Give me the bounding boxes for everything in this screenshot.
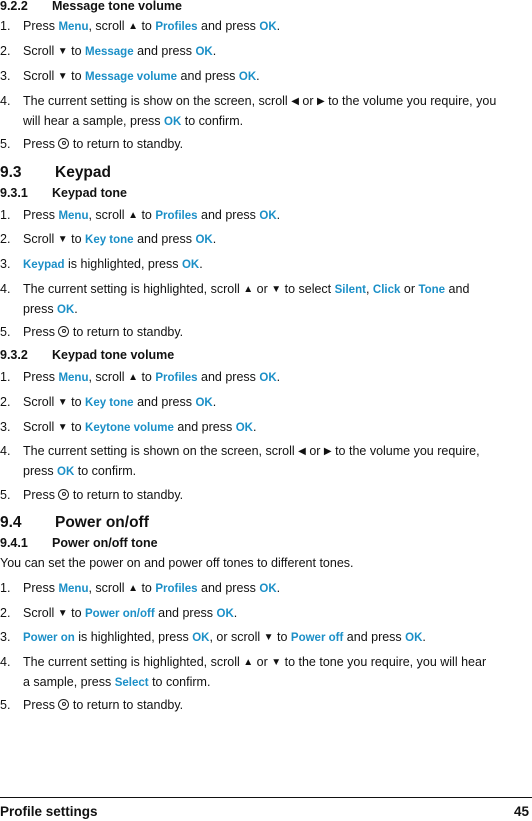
page-number: 45 <box>513 804 529 819</box>
down-arrow-icon: ▼ <box>263 632 274 643</box>
section-heading-9-3-2: 9.3.2 Keypad tone volume <box>0 348 175 362</box>
footer-title: Profile settings <box>0 804 98 819</box>
down-arrow-icon: ▼ <box>57 234 68 245</box>
section-heading-9-3-1: 9.3.1 Keypad tone <box>0 186 128 200</box>
right-arrow-icon: ▶ <box>323 446 332 457</box>
down-arrow-icon: ▼ <box>57 422 68 433</box>
right-arrow-icon: ▶ <box>316 96 325 107</box>
down-arrow-icon: ▼ <box>57 397 68 408</box>
section-heading-9-4: 9.4 Power on/off <box>0 514 149 531</box>
intro-paragraph: You can set the power on and power off tones to different tones. <box>0 556 354 570</box>
left-arrow-icon: ◀ <box>298 446 306 457</box>
end-key-icon <box>58 138 69 149</box>
up-arrow-icon: ▲ <box>243 284 254 295</box>
up-arrow-icon: ▲ <box>243 657 254 668</box>
down-arrow-icon: ▼ <box>271 284 282 295</box>
down-arrow-icon: ▼ <box>57 608 68 619</box>
down-arrow-icon: ▼ <box>271 657 282 668</box>
end-key-icon <box>58 699 69 710</box>
up-arrow-icon: ▲ <box>128 372 138 383</box>
section-heading-9-4-1: 9.4.1 Power on/off tone <box>0 536 158 550</box>
end-key-icon <box>58 489 69 500</box>
left-arrow-icon: ◀ <box>291 96 299 107</box>
footer-divider <box>0 797 532 798</box>
up-arrow-icon: ▲ <box>128 21 138 32</box>
up-arrow-icon: ▲ <box>128 583 138 594</box>
section-heading-9-2-2: 9.2.2 Message tone volume <box>0 0 182 13</box>
section-heading-9-3: 9.3 Keypad <box>0 164 111 181</box>
up-arrow-icon: ▲ <box>128 210 138 221</box>
down-arrow-icon: ▼ <box>57 46 68 57</box>
down-arrow-icon: ▼ <box>57 71 68 82</box>
manual-page: 9.2.2 Message tone volume 1. Press Menu, scroll ▲ to Profiles and press OK. 2. Scroll ▼ to Message and press OK. 3. Scroll ▼ to Message volume and press OK. 4. The current setting is show on the screen, scroll ◀ or ▶ to the volume you require, you will hear a sample, press OK to confirm. 5. Press to return to standby. 9.3 Keypad 9.3.1 Keypad tone 1. Press Menu, scroll ▲ to Profiles and press OK. 2. Scroll ▼ to Key tone and press OK. 3. Keypad is highlighted, press OK. 4. The current setting is highlighted, scroll ▲ or ▼ to select Silent, Click or Tone and press OK. 5. Press to return to standby. 9.3.2 Keypad tone volume 1. Press Menu, scroll ▲ to Profiles and press OK. 2. Scroll ▼ to Key tone and press OK. 3. Scroll ▼ to Keytone volume and press OK. 4. The current setting is shown on the screen, scroll ◀ or ▶ to the volume you require, press OK to confirm. 5. Press to return to standby. 9.4 Power on/off 9.4.1 Power on/off tone You can set the power on and power off tones to different tones. 1. Press Menu, scroll ▲ to Profiles and press OK. 2. Scroll ▼ to Power on/off and press OK. 3. Power on is highlighted, press OK, or scroll ▼ to Power off and press OK. 4. The current setting is highlighted, scroll ▲ or ▼ to the tone you require, you will hear a sample, press Select to confirm. 5. Press to return to standby. Profile settings 45 <box>0 0 532 821</box>
end-key-icon <box>58 326 69 337</box>
